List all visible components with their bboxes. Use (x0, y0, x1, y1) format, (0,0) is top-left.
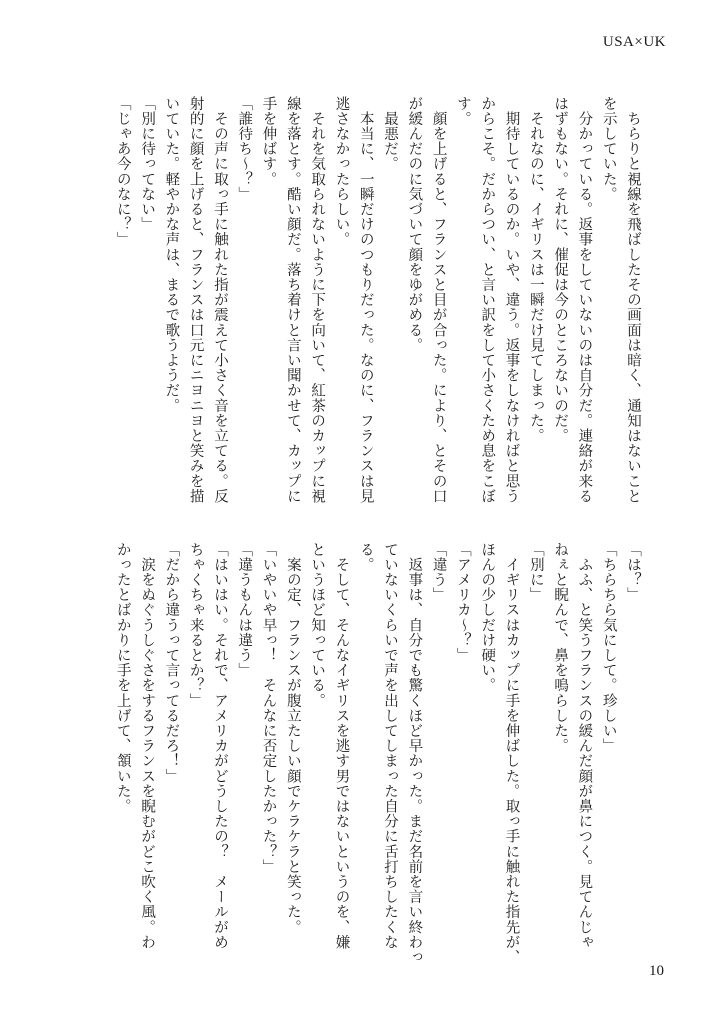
text-line: イギリスはカップに手を伸ばした。取っ手に触れた指先が、 (503, 542, 520, 965)
text-line: ちゃくちゃ来るとか？」 (187, 542, 204, 709)
text-line: 涙をぬぐうしぐさをするフランスを睨むがどこ吹く風。わ (139, 542, 156, 950)
text-line: 「誰待ち～？」 (236, 96, 253, 202)
text-line: そして、そんなイギリスを逃す男ではないというのを、嫌 (333, 542, 350, 950)
lower-text-block (114, 542, 645, 965)
text-line: 「別に待ってない」 (139, 96, 156, 232)
upper-text-block (114, 96, 645, 508)
text-line: かったとばかりに手を上げて、頷いた。 (114, 542, 131, 814)
text-line: 本当に、一瞬だけのつもりだった。なのに、フランスは見 (357, 96, 374, 504)
text-line: 逃さなかったらしい。 (333, 96, 350, 247)
text-line: 「は？」 (625, 542, 641, 603)
text-line: 「だから違うって言ってるだろ！」 (163, 542, 180, 784)
text-line: 「はいはい。それで、アメリカがどうしたの？ メールがめ (211, 542, 228, 950)
text-line: を示していた。 (600, 96, 617, 202)
text-line: からこそ。だからつい、と言い訳をして小さくため息をこぼ (479, 96, 496, 504)
text-line: 「いやいや早っ！ そんなに否定したかった？」 (260, 542, 277, 875)
text-line: ふふ、と笑うフランスの緩んだ顔が鼻につく。見てんじゃ (576, 542, 593, 950)
text-line: 最悪だ。 (382, 96, 399, 172)
text-line: が緩んだのに気づいて顔をゆがめる。 (406, 96, 423, 353)
page-number: 10 (649, 963, 664, 979)
text-line: る。 (357, 542, 374, 573)
text-line: いていた。軽やかな声は、まるで歌うようだ。 (163, 96, 180, 414)
text-line: 案の定、フランスが腹立たしい顔でケラケラと笑った。 (284, 542, 301, 935)
text-line: 顔を上げると、フランスと目が合った。により、とその口 (430, 96, 447, 504)
text-line: ねぇと睨んで、鼻を鳴らした。 (552, 542, 569, 754)
text-line: 「違うもんは違う」 (236, 542, 253, 678)
text-line: 返事は、自分でも驚くほど早かった。まだ名前を言い終わっ (406, 542, 423, 965)
text-line: 分かっている。返事をしていないのは自分だ。連絡が来る (576, 96, 593, 504)
text-line: 「別に」 (527, 542, 544, 603)
text-line: それを気取られないように下を向いて、紅茶のカップに視 (309, 96, 326, 504)
text-line: というほど知っている。 (309, 542, 326, 709)
text-line: す。 (454, 96, 471, 127)
text-line: ちらりと視線を飛ばしたその画面は暗く、通知はないこと (625, 96, 641, 504)
text-line: 「じゃあ今のなに？」 (114, 96, 131, 247)
text-line: 線を落とす。酷い顔だ。落ち着けと言い聞かせて、カップに (284, 96, 301, 504)
text-line: その声に取っ手に触れた指が震えて小さく音を立てる。反 (211, 96, 228, 504)
text-line: ていないくらいで声を出してしまった自分に舌打ちしたくな (382, 542, 399, 950)
text-line: 手を伸ばす。 (260, 96, 277, 187)
text-line: それなのに、イギリスは一瞬だけ見てしまった。 (527, 96, 544, 444)
running-header: USA×UK (602, 34, 666, 50)
text-line: はずもない。それに、催促は今のところないのだ。 (552, 96, 569, 444)
text-line: 「ちらちら気にして。珍しい」 (600, 542, 617, 754)
text-line: 「違う」 (430, 542, 447, 603)
text-line: 期待しているのか。いや、違う。返事をしなければと思う (503, 96, 520, 504)
text-line: 射的に顔を上げると、フランスは口元にニヨニヨと笑みを描 (187, 96, 204, 504)
text-line: ほんの少しだけ硬い。 (479, 542, 496, 693)
text-line: 「アメリカ～？」 (454, 542, 471, 663)
